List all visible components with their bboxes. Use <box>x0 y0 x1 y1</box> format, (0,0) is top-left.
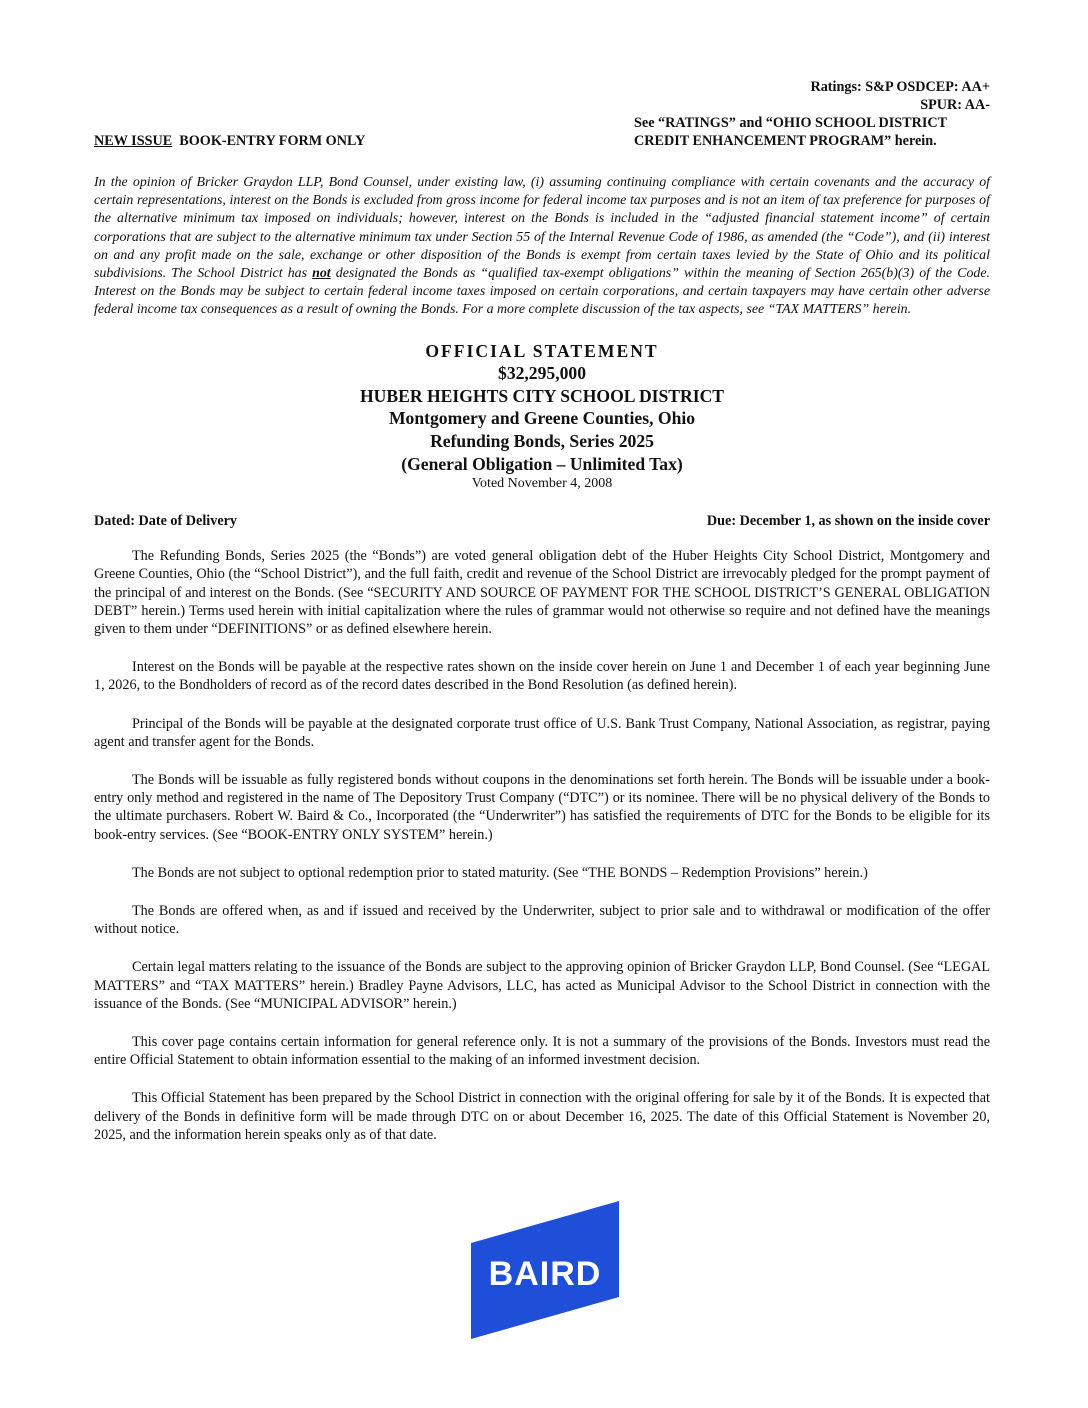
dated-label: Dated: Date of Delivery <box>94 513 238 530</box>
tax-opinion-text: In the opinion of Bricker Graydon LLP, Bond Counsel, under existing law, (i) assuming continuing compliance with certain covenants and the accuracy of certain representations, interest on the Bonds is excluded from gross income for federal income tax purposes and is not an item of tax preference for purposes of the alternative minimum tax imposed on individuals; however, interest on the Bonds is included in the “adjusted financial statement income” of certain corporations that are subject to the alternative minimum tax under Section 55 of the Internal Revenue Code of 1986, as amended (the “Code”), and (ii) interest on and any profit made on the sale, exchange or other disposition of the Bonds is exempt from certain taxes levied by the State of Ohio and its political subdivisions. The School District has <box>94 175 990 282</box>
baird-logo <box>471 1201 619 1339</box>
dated-due-row <box>94 513 990 533</box>
official-statement-heading <box>94 340 990 494</box>
cover-body <box>94 547 990 1144</box>
ratings-line: CREDIT ENHANCEMENT PROGRAM” herein. <box>634 133 937 149</box>
paragraph: Interest on the Bonds will be payable at the respective rates shown on the inside cover herein on June 1 and December 1 of each year beginning June 1, 2026, to the Bondholders of record as of the record dates described in the Bond Resolution (as defined herein). <box>94 659 990 694</box>
counties: Montgomery and Greene Counties, Ohio <box>388 408 696 429</box>
bond-amount: $32,295,000 <box>498 363 586 384</box>
logo-text: BAIRD <box>488 1255 602 1293</box>
paragraph: This cover page contains certain information for general reference only. It is not a summary of the provisions of the Bonds. Investors must read the entire Official Statement to obtain information essential to the making of an informed investment decision. <box>94 1034 990 1069</box>
new-issue-label <box>94 132 365 150</box>
ratings-line: Ratings: S&P OSDCEP: AA+ <box>810 79 990 95</box>
due-label: Due: December 1, as shown on the inside cover <box>706 513 990 530</box>
bond-series: Refunding Bonds, Series 2025 <box>430 431 654 451</box>
paragraph: Principal of the Bonds will be payable at the designated corporate trust office of U.S. Bank Trust Company, National Association, as registrar, paying agent and transfer agent for the Bonds. <box>94 715 990 750</box>
paragraph: Certain legal matters relating to the issuance of the Bonds are subject to the approving opinion of Bricker Graydon LLP, Bond Counsel. (See “LEGAL MATTERS” and “TAX MATTERS” herein.) Bradley Payne Advisors, LLC, has acted as Municipal Advisor to the School District in connection with the issuance of the Bonds. (See “MUNICIPAL ADVISOR” herein.) <box>94 959 990 1012</box>
tax-opinion-emphasis: not <box>312 266 331 282</box>
book-entry-label: BOOK-ENTRY FORM ONLY <box>179 133 366 149</box>
page-title: OFFICIAL STATEMENT <box>425 340 659 361</box>
paragraph: The Bonds are offered when, as and if issued and received by the Underwriter, subject to prior sale and to withdrawal or modification of the offer without notice. <box>94 903 990 938</box>
document-page <box>94 78 990 1144</box>
voted-date: Voted November 4, 2008 <box>471 476 613 492</box>
tax-opinion-text: designated the Bonds as “qualified tax-exempt obligations” within the meaning of Section 265(b)(3) of the Code. Interest on the Bonds may be subject to certain federal income taxes imposed on certain corporations, and certain taxpayers may have certain other adverse federal income tax consequences as a result of owning the Bonds. For a more complete discussion of the tax aspects, see “TAX MATTERS” herein. <box>94 266 990 318</box>
paragraph: The Bonds are not subject to optional redemption prior to stated maturity. (See “THE BONDS – Redemption Provisions” herein.) <box>132 864 868 881</box>
ratings-block <box>634 78 990 149</box>
paragraph: The Bonds will be issuable as fully registered bonds without coupons in the denominations set forth herein. The Bonds will be issuable under a book-entry only method and registered in the name of The Depository Trust Company (“DTC”) or its nominee. There will be no physical delivery of the Bonds to the ultimate purchasers. Robert W. Baird & Co., Incorporated (the “Underwriter”) has satisfied the requirements of DTC for the Bonds to be eligible for its book-entry services. (See “BOOK-ENTRY ONLY SYSTEM” herein.) <box>94 772 990 843</box>
bond-type: (General Obligation – Unlimited Tax) <box>401 453 683 474</box>
paragraph: This Official Statement has been prepared by the School District in connection with the original offering for sale by it of the Bonds. It is expected that delivery of the Bonds in definitive form will be made through DTC on or about December 16, 2025. The date of this Official Statement is November 20, 2025, and the information herein speaks only as of that date. <box>94 1090 990 1143</box>
paragraph: The Refunding Bonds, Series 2025 (the “Bonds”) are voted general obligation debt of the Huber Heights City School District, Montgomery and Greene Counties, Ohio (the “School District”), and the full faith, credit and revenue of the School District are irrevocably pledged for the prompt payment of the principal of and interest on the Bonds. (See “SECURITY AND SOURCE OF PAYMENT FOR THE SCHOOL DISTRICT’S GENERAL OBLIGATION DEBT” herein.) Terms used herein with initial capitalization where the rules of grammar would not otherwise so require and not defined have the meanings given to them under “DEFINITIONS” or as defined elsewhere herein. <box>94 548 990 637</box>
ratings-line: See “RATINGS” and “OHIO SCHOOL DISTRICT <box>634 115 948 131</box>
new-issue: NEW ISSUE <box>94 133 173 149</box>
ratings-line: SPUR: AA- <box>920 97 990 113</box>
tax-opinion <box>94 174 990 320</box>
issuer-name: HUBER HEIGHTS CITY SCHOOL DISTRICT <box>359 385 725 406</box>
header <box>94 78 990 152</box>
